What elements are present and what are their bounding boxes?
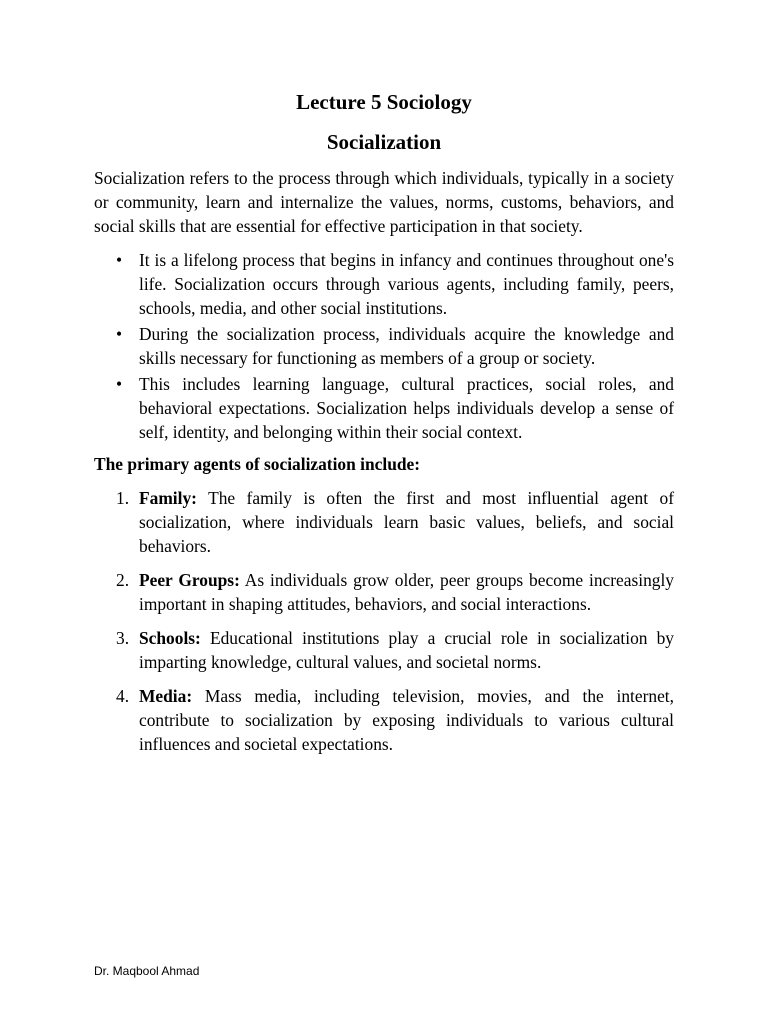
bullet-icon: • [116, 374, 123, 394]
page-title: Lecture 5 Sociology [296, 90, 472, 114]
agent-item [94, 568, 674, 616]
agent-description: Mass media, including television, movies, and the internet, contribute to socialization by exposing individuals to various cultural influences and societal expectations. [139, 686, 674, 754]
agent-description: As individuals grow older, peer groups become increasingly important in shaping attitudes, behaviors, and social interactions. [139, 570, 674, 614]
agent-item [94, 684, 674, 756]
agent-item [94, 486, 674, 558]
bullet-text: It is a lifelong process that begins in infancy and continues throughout one's life. Socialization occurs through various agents, including family, peers, schools, media, and other social institutions. [139, 250, 674, 318]
agent-term: Media: [139, 686, 193, 706]
agent-number: 1. [116, 488, 130, 508]
agent-description: The family is often the first and most influential agent of socialization, where individuals learn basic values, beliefs, and social behaviors. [139, 488, 674, 556]
bullet-item [94, 248, 674, 320]
bullet-icon: • [116, 324, 123, 344]
page-subtitle: Socialization [326, 130, 442, 154]
agent-number: 4. [116, 686, 130, 706]
bullet-item [94, 372, 674, 444]
bullet-text: During the socialization process, individuals acquire the knowledge and skills necessary for functioning as members of a group or society. [139, 324, 674, 368]
intro-paragraph: Socialization refers to the process through which individuals, typically in a society or community, learn and internalize the values, norms, customs, behaviors, and social skills that are essential for effective participation in that society. [94, 168, 674, 236]
agent-description: Educational institutions play a crucial role in socialization by imparting knowledge, cultural values, and societal norms. [139, 628, 674, 672]
agent-term: Family: [139, 488, 197, 508]
agent-item [94, 626, 674, 674]
agent-term: Schools: [139, 628, 201, 648]
agent-number: 2. [116, 570, 130, 590]
document-body [94, 166, 674, 766]
bullet-list [94, 248, 674, 444]
bullet-text: This includes learning language, cultural practices, social roles, and behavioral expectations. Socialization helps individuals develop a sense of self, identity, and belonging within their social context. [139, 374, 674, 442]
agent-term: Peer Groups: [139, 570, 240, 590]
agents-heading: The primary agents of socialization include: [94, 454, 421, 474]
agent-number: 3. [116, 628, 130, 648]
bullet-item [94, 322, 674, 370]
agents-list [94, 486, 674, 756]
bullet-icon: • [116, 250, 123, 270]
page-footer-author: Dr. Maqbool Ahmad [94, 964, 200, 978]
